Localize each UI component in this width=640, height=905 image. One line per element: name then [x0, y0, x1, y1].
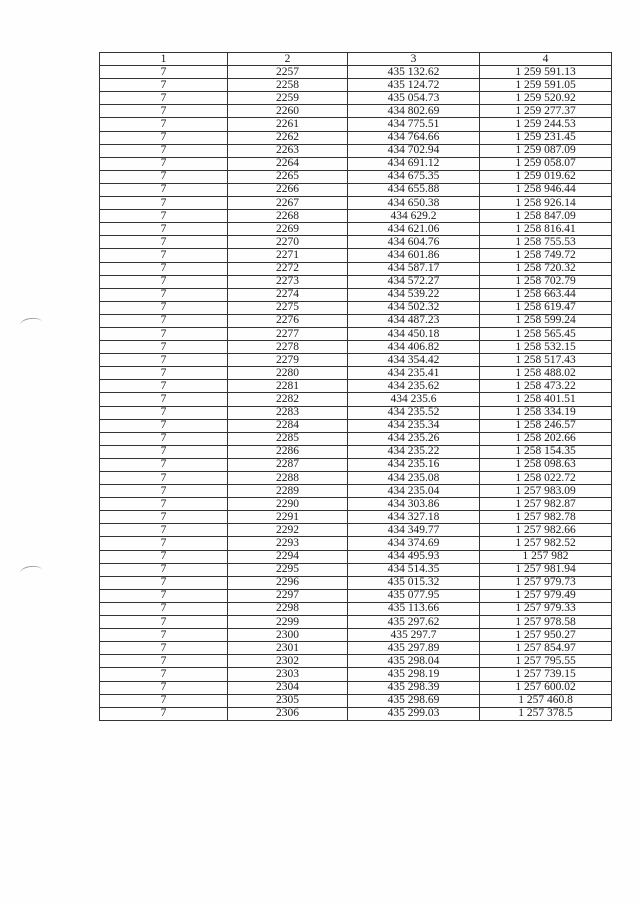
y-coordinate-cell: 1 258 488.02	[480, 367, 612, 380]
table-row	[100, 668, 612, 681]
x-coordinate-cell: 434 235.16	[348, 458, 480, 471]
x-coordinate-cell: 435 299.03	[348, 707, 480, 720]
table-row	[100, 197, 612, 210]
table-row	[100, 79, 612, 92]
y-coordinate-cell: 1 258 532.15	[480, 341, 612, 354]
x-coordinate-cell: 434 450.18	[348, 327, 480, 340]
y-coordinate-cell: 1 257 982.87	[480, 498, 612, 511]
x-coordinate-cell: 435 054.73	[348, 92, 480, 105]
point-number-cell: 2296	[228, 576, 348, 589]
x-coordinate-cell: 434 675.35	[348, 170, 480, 183]
zone-cell: 7	[100, 327, 228, 340]
y-coordinate-cell: 1 258 334.19	[480, 406, 612, 419]
column-header-2: 2	[228, 53, 348, 66]
zone-cell: 7	[100, 511, 228, 524]
x-coordinate-cell: 434 621.06	[348, 223, 480, 236]
table-row	[100, 498, 612, 511]
y-coordinate-cell: 1 259 520.92	[480, 92, 612, 105]
zone-cell: 7	[100, 314, 228, 327]
point-number-cell: 2305	[228, 694, 348, 707]
table-row	[100, 576, 612, 589]
x-coordinate-cell: 434 235.52	[348, 406, 480, 419]
table-row	[100, 681, 612, 694]
x-coordinate-cell: 435 297.89	[348, 642, 480, 655]
table-row	[100, 642, 612, 655]
punch-hole-mark	[19, 565, 42, 579]
point-number-cell: 2258	[228, 79, 348, 92]
y-coordinate-cell: 1 257 979.33	[480, 602, 612, 615]
x-coordinate-cell: 435 298.04	[348, 655, 480, 668]
point-number-cell: 2269	[228, 223, 348, 236]
zone-cell: 7	[100, 236, 228, 249]
table-row	[100, 157, 612, 170]
zone-cell: 7	[100, 157, 228, 170]
x-coordinate-cell: 435 298.39	[348, 681, 480, 694]
x-coordinate-cell: 434 629.2	[348, 210, 480, 223]
zone-cell: 7	[100, 629, 228, 642]
zone-cell: 7	[100, 210, 228, 223]
table-row	[100, 629, 612, 642]
x-coordinate-cell: 435 298.69	[348, 694, 480, 707]
table-row	[100, 367, 612, 380]
x-coordinate-cell: 435 124.72	[348, 79, 480, 92]
table-row	[100, 602, 612, 615]
x-coordinate-cell: 434 802.69	[348, 105, 480, 118]
zone-cell: 7	[100, 445, 228, 458]
point-number-cell: 2284	[228, 419, 348, 432]
table-row	[100, 236, 612, 249]
zone-cell: 7	[100, 419, 228, 432]
zone-cell: 7	[100, 537, 228, 550]
zone-cell: 7	[100, 223, 228, 236]
table-row	[100, 458, 612, 471]
x-coordinate-cell: 434 235.34	[348, 419, 480, 432]
point-number-cell: 2286	[228, 445, 348, 458]
point-number-cell: 2267	[228, 197, 348, 210]
y-coordinate-cell: 1 257 378.5	[480, 707, 612, 720]
y-coordinate-cell: 1 258 098.63	[480, 458, 612, 471]
point-number-cell: 2287	[228, 458, 348, 471]
column-header-4: 4	[480, 53, 612, 66]
table-row	[100, 341, 612, 354]
y-coordinate-cell: 1 258 599.24	[480, 314, 612, 327]
point-number-cell: 2279	[228, 354, 348, 367]
table-row	[100, 210, 612, 223]
y-coordinate-cell: 1 257 739.15	[480, 668, 612, 681]
x-coordinate-cell: 434 406.82	[348, 341, 480, 354]
zone-cell: 7	[100, 524, 228, 537]
y-coordinate-cell: 1 259 591.13	[480, 66, 612, 79]
y-coordinate-cell: 1 257 950.27	[480, 629, 612, 642]
table-header-row	[100, 53, 612, 66]
x-coordinate-cell: 435 077.95	[348, 589, 480, 602]
point-number-cell: 2291	[228, 511, 348, 524]
table-row	[100, 485, 612, 498]
table-row	[100, 354, 612, 367]
y-coordinate-cell: 1 257 979.73	[480, 576, 612, 589]
table-row	[100, 445, 612, 458]
x-coordinate-cell: 434 235.22	[348, 445, 480, 458]
y-coordinate-cell: 1 257 982.52	[480, 537, 612, 550]
table-row	[100, 183, 612, 196]
coordinates-table	[99, 52, 612, 721]
x-coordinate-cell: 434 502.32	[348, 301, 480, 314]
point-number-cell: 2300	[228, 629, 348, 642]
zone-cell: 7	[100, 694, 228, 707]
y-coordinate-cell: 1 257 795.55	[480, 655, 612, 668]
y-coordinate-cell: 1 259 058.07	[480, 157, 612, 170]
table-row	[100, 314, 612, 327]
zone-cell: 7	[100, 354, 228, 367]
y-coordinate-cell: 1 257 979.49	[480, 589, 612, 602]
zone-cell: 7	[100, 79, 228, 92]
zone-cell: 7	[100, 655, 228, 668]
zone-cell: 7	[100, 589, 228, 602]
point-number-cell: 2268	[228, 210, 348, 223]
point-number-cell: 2276	[228, 314, 348, 327]
point-number-cell: 2271	[228, 249, 348, 262]
table-row	[100, 118, 612, 131]
point-number-cell: 2292	[228, 524, 348, 537]
x-coordinate-cell: 434 539.22	[348, 288, 480, 301]
table-row	[100, 707, 612, 720]
point-number-cell: 2259	[228, 92, 348, 105]
point-number-cell: 2306	[228, 707, 348, 720]
zone-cell: 7	[100, 602, 228, 615]
zone-cell: 7	[100, 668, 228, 681]
y-coordinate-cell: 1 258 154.35	[480, 445, 612, 458]
zone-cell: 7	[100, 393, 228, 406]
zone-cell: 7	[100, 681, 228, 694]
table-row	[100, 380, 612, 393]
table-row	[100, 66, 612, 79]
y-coordinate-cell: 1 258 816.41	[480, 223, 612, 236]
y-coordinate-cell: 1 257 981.94	[480, 563, 612, 576]
punch-hole-mark	[19, 317, 42, 331]
y-coordinate-cell: 1 258 702.79	[480, 275, 612, 288]
y-coordinate-cell: 1 257 600.02	[480, 681, 612, 694]
table-row	[100, 92, 612, 105]
x-coordinate-cell: 434 354.42	[348, 354, 480, 367]
point-number-cell: 2294	[228, 550, 348, 563]
table-row	[100, 223, 612, 236]
zone-cell: 7	[100, 563, 228, 576]
table-row	[100, 655, 612, 668]
x-coordinate-cell: 434 235.62	[348, 380, 480, 393]
x-coordinate-cell: 434 235.08	[348, 472, 480, 485]
zone-cell: 7	[100, 66, 228, 79]
point-number-cell: 2273	[228, 275, 348, 288]
point-number-cell: 2295	[228, 563, 348, 576]
y-coordinate-cell: 1 259 277.37	[480, 105, 612, 118]
table-row	[100, 301, 612, 314]
x-coordinate-cell: 435 113.66	[348, 602, 480, 615]
y-coordinate-cell: 1 257 460.8	[480, 694, 612, 707]
x-coordinate-cell: 434 495.93	[348, 550, 480, 563]
zone-cell: 7	[100, 642, 228, 655]
point-number-cell: 2303	[228, 668, 348, 681]
zone-cell: 7	[100, 288, 228, 301]
column-header-3: 3	[348, 53, 480, 66]
point-number-cell: 2281	[228, 380, 348, 393]
y-coordinate-cell: 1 259 244.53	[480, 118, 612, 131]
x-coordinate-cell: 435 297.62	[348, 616, 480, 629]
table-row	[100, 275, 612, 288]
point-number-cell: 2282	[228, 393, 348, 406]
x-coordinate-cell: 434 650.38	[348, 197, 480, 210]
zone-cell: 7	[100, 472, 228, 485]
zone-cell: 7	[100, 249, 228, 262]
y-coordinate-cell: 1 258 926.14	[480, 197, 612, 210]
table-row	[100, 393, 612, 406]
zone-cell: 7	[100, 458, 228, 471]
table-row	[100, 589, 612, 602]
point-number-cell: 2277	[228, 327, 348, 340]
y-coordinate-cell: 1 257 982	[480, 550, 612, 563]
x-coordinate-cell: 434 604.76	[348, 236, 480, 249]
x-coordinate-cell: 434 235.6	[348, 393, 480, 406]
table-row	[100, 327, 612, 340]
y-coordinate-cell: 1 259 019.62	[480, 170, 612, 183]
x-coordinate-cell: 434 601.86	[348, 249, 480, 262]
x-coordinate-cell: 434 572.27	[348, 275, 480, 288]
point-number-cell: 2275	[228, 301, 348, 314]
x-coordinate-cell: 434 235.04	[348, 485, 480, 498]
y-coordinate-cell: 1 257 983.09	[480, 485, 612, 498]
zone-cell: 7	[100, 432, 228, 445]
point-number-cell: 2302	[228, 655, 348, 668]
y-coordinate-cell: 1 258 946.44	[480, 183, 612, 196]
table-row	[100, 537, 612, 550]
point-number-cell: 2257	[228, 66, 348, 79]
point-number-cell: 2289	[228, 485, 348, 498]
zone-cell: 7	[100, 144, 228, 157]
y-coordinate-cell: 1 258 720.32	[480, 262, 612, 275]
y-coordinate-cell: 1 258 473.22	[480, 380, 612, 393]
table-row	[100, 419, 612, 432]
zone-cell: 7	[100, 576, 228, 589]
table-row	[100, 550, 612, 563]
point-number-cell: 2288	[228, 472, 348, 485]
table-row	[100, 563, 612, 576]
table-row	[100, 105, 612, 118]
zone-cell: 7	[100, 301, 228, 314]
table-row	[100, 262, 612, 275]
point-number-cell: 2274	[228, 288, 348, 301]
point-number-cell: 2280	[228, 367, 348, 380]
point-number-cell: 2293	[228, 537, 348, 550]
zone-cell: 7	[100, 105, 228, 118]
point-number-cell: 2304	[228, 681, 348, 694]
table-row	[100, 249, 612, 262]
point-number-cell: 2285	[228, 432, 348, 445]
y-coordinate-cell: 1 257 982.78	[480, 511, 612, 524]
table-row	[100, 511, 612, 524]
table-row	[100, 406, 612, 419]
zone-cell: 7	[100, 707, 228, 720]
y-coordinate-cell: 1 258 517.43	[480, 354, 612, 367]
point-number-cell: 2283	[228, 406, 348, 419]
zone-cell: 7	[100, 170, 228, 183]
y-coordinate-cell: 1 259 231.45	[480, 131, 612, 144]
x-coordinate-cell: 434 349.77	[348, 524, 480, 537]
x-coordinate-cell: 434 303.86	[348, 498, 480, 511]
y-coordinate-cell: 1 258 755.53	[480, 236, 612, 249]
table-row	[100, 131, 612, 144]
point-number-cell: 2290	[228, 498, 348, 511]
x-coordinate-cell: 434 514.35	[348, 563, 480, 576]
x-coordinate-cell: 434 775.51	[348, 118, 480, 131]
zone-cell: 7	[100, 183, 228, 196]
point-number-cell: 2270	[228, 236, 348, 249]
point-number-cell: 2299	[228, 616, 348, 629]
table-row	[100, 144, 612, 157]
zone-cell: 7	[100, 131, 228, 144]
table-row	[100, 616, 612, 629]
y-coordinate-cell: 1 258 246.57	[480, 419, 612, 432]
y-coordinate-cell: 1 258 401.51	[480, 393, 612, 406]
zone-cell: 7	[100, 550, 228, 563]
zone-cell: 7	[100, 498, 228, 511]
y-coordinate-cell: 1 258 847.09	[480, 210, 612, 223]
table-row	[100, 432, 612, 445]
y-coordinate-cell: 1 258 619.47	[480, 301, 612, 314]
zone-cell: 7	[100, 275, 228, 288]
y-coordinate-cell: 1 258 022.72	[480, 472, 612, 485]
zone-cell: 7	[100, 616, 228, 629]
x-coordinate-cell: 435 297.7	[348, 629, 480, 642]
zone-cell: 7	[100, 197, 228, 210]
zone-cell: 7	[100, 341, 228, 354]
y-coordinate-cell: 1 258 202.66	[480, 432, 612, 445]
x-coordinate-cell: 434 691.12	[348, 157, 480, 170]
point-number-cell: 2261	[228, 118, 348, 131]
zone-cell: 7	[100, 380, 228, 393]
point-number-cell: 2264	[228, 157, 348, 170]
x-coordinate-cell: 434 235.41	[348, 367, 480, 380]
table-row	[100, 170, 612, 183]
zone-cell: 7	[100, 92, 228, 105]
y-coordinate-cell: 1 258 565.45	[480, 327, 612, 340]
y-coordinate-cell: 1 257 982.66	[480, 524, 612, 537]
table-body	[100, 66, 612, 721]
y-coordinate-cell: 1 257 854.97	[480, 642, 612, 655]
point-number-cell: 2278	[228, 341, 348, 354]
x-coordinate-cell: 435 132.62	[348, 66, 480, 79]
x-coordinate-cell: 434 702.94	[348, 144, 480, 157]
table-row	[100, 524, 612, 537]
zone-cell: 7	[100, 118, 228, 131]
x-coordinate-cell: 434 374.69	[348, 537, 480, 550]
point-number-cell: 2301	[228, 642, 348, 655]
column-header-1: 1	[100, 53, 228, 66]
y-coordinate-cell: 1 257 978.58	[480, 616, 612, 629]
point-number-cell: 2265	[228, 170, 348, 183]
x-coordinate-cell: 434 487.23	[348, 314, 480, 327]
y-coordinate-cell: 1 258 749.72	[480, 249, 612, 262]
y-coordinate-cell: 1 259 591.05	[480, 79, 612, 92]
zone-cell: 7	[100, 485, 228, 498]
point-number-cell: 2272	[228, 262, 348, 275]
x-coordinate-cell: 434 587.17	[348, 262, 480, 275]
x-coordinate-cell: 434 327.18	[348, 511, 480, 524]
point-number-cell: 2297	[228, 589, 348, 602]
zone-cell: 7	[100, 406, 228, 419]
x-coordinate-cell: 435 298.19	[348, 668, 480, 681]
point-number-cell: 2266	[228, 183, 348, 196]
point-number-cell: 2298	[228, 602, 348, 615]
table-row	[100, 472, 612, 485]
x-coordinate-cell: 434 655.88	[348, 183, 480, 196]
y-coordinate-cell: 1 259 087.09	[480, 144, 612, 157]
table-row	[100, 694, 612, 707]
x-coordinate-cell: 434 235.26	[348, 432, 480, 445]
zone-cell: 7	[100, 367, 228, 380]
table-row	[100, 288, 612, 301]
x-coordinate-cell: 435 015.32	[348, 576, 480, 589]
point-number-cell: 2262	[228, 131, 348, 144]
point-number-cell: 2260	[228, 105, 348, 118]
zone-cell: 7	[100, 262, 228, 275]
point-number-cell: 2263	[228, 144, 348, 157]
y-coordinate-cell: 1 258 663.44	[480, 288, 612, 301]
x-coordinate-cell: 434 764.66	[348, 131, 480, 144]
